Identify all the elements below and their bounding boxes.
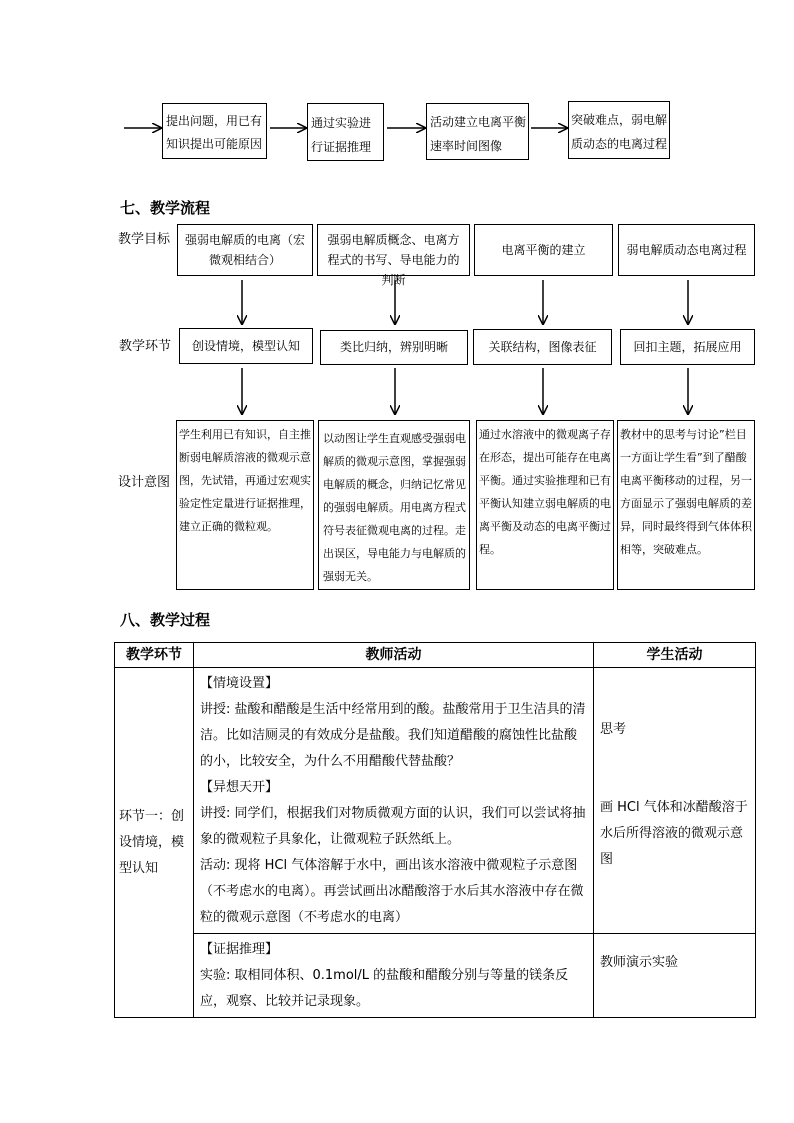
teacher-cell: [194, 668, 594, 934]
goal-box-4: 弱电解质动态电离过程: [618, 224, 755, 276]
goal-box-3: 电离平衡的建立: [474, 224, 613, 276]
paragraph: 活动: 现将 HCl 气体溶解于水中，画出该水溶液中微观粒子示意图（不考虑水的电离）。再尝试画出冰醋酸溶于水后其水溶液中存在微粒的微观示意图（不考虑水的电离）: [200, 858, 584, 925]
goal-box-1: 强弱电解质的电离（宏微观相结合）: [177, 224, 313, 276]
section-7-title: 七、教学流程: [120, 199, 211, 217]
teacher-cell: [194, 934, 594, 1018]
block-heading: 【证据推理】: [200, 942, 279, 957]
paragraph: 讲授: 盐酸和醋酸是生活中经常用到的酸。盐酸常用于卫生洁具的清洁。比如洁厕灵的有效成分是盐酸。我们知道醋酸的腐蚀性比盐酸的小，比较安全，为什么不用醋酸代替盐酸？: [200, 702, 586, 769]
intent-box-1: 学生利用已有知识，自主推断弱电解质溶液的微观示意图，先试错，再通过宏观实验定性定量进行证据推理，建立正确的微粒观。: [176, 420, 314, 590]
top-flow-step-2: 通过实验进行证据推理: [307, 103, 384, 161]
block-heading: 【情境设置】: [200, 676, 279, 691]
top-flow-step-4: 突破难点，弱电解质动态的电离过程: [568, 101, 670, 159]
row-label-intent: 设计意图: [118, 475, 171, 490]
student-cell: [594, 934, 756, 1018]
student-activity: 思考: [600, 722, 627, 737]
table-row: [115, 934, 756, 1018]
stage-box-1: 创设情境，模型认知: [179, 328, 313, 364]
header-stage: 教学环节: [115, 643, 194, 668]
stage-box-3: 关联结构，图像表征: [473, 329, 612, 365]
row-label-goal: 教学目标: [118, 232, 171, 247]
row-label-stage: 教学环节: [119, 339, 172, 354]
top-flow-step-3: 活动建立电离平衡速率时间图像: [426, 103, 529, 160]
intent-box-3: 通过水溶液中的微观离子存在形态，提出可能存在电离平衡。通过实验推理和已有平衡认知建立弱电解质的电离平衡及动态的电离平衡过程。: [476, 420, 614, 590]
header-student: 学生活动: [594, 643, 756, 668]
stage-box-2: 类比归纳，辨别明晰: [320, 330, 468, 365]
stage-cell: [115, 668, 194, 1018]
student-activity: 画 HCl 气体和冰醋酸溶于水后所得溶液的微观示意图: [600, 800, 748, 867]
goal-box-2: 强弱电解质概念、电离方程式的书写、导电能力的判断: [317, 224, 470, 276]
stage-text: 环节一：创设情境，模型认知: [119, 808, 185, 876]
intent-box-4: 教材中的思考与讨论”栏目一方面让学生看”到了醋酸电离平衡移动的过程，另一方面显示了强弱电解质的差异，同时最终得到气体体积相等，突破难点。: [617, 420, 755, 590]
section-8-title: 八、教学过程: [120, 611, 211, 629]
student-activity: 教师演示实验: [600, 955, 679, 970]
top-flow-step-1: 提出问题，用已有知识提出可能原因: [162, 103, 267, 159]
stage-box-4: 回扣主题，拓展应用: [620, 329, 755, 365]
paragraph: 讲授: 同学们，根据我们对物质微观方面的认识，我们可以尝试将抽象的微观粒子具象化，让微观粒子跃然纸上。: [200, 806, 586, 847]
block-heading: 【异想天开】: [200, 780, 279, 795]
intent-box-2: 以动图让学生直观感受强弱电解质的微观示意图，掌握强弱电解质的概念，归纳记忆常见的强弱电解质。用电离方程式符号表征微观电离的过程。走出误区，导电能力与电解质的强弱无关。: [318, 420, 470, 590]
teaching-process-table: [114, 642, 756, 1018]
student-cell: [594, 668, 756, 934]
table-header-row: [115, 643, 756, 668]
table-row: [115, 668, 756, 934]
header-teacher: 教师活动: [194, 643, 594, 668]
paragraph: 实验: 取相同体积、0.1mol/L 的盐酸和醋酸分别与等量的镁条反应，观察、比较并记录现象。: [200, 968, 569, 1009]
